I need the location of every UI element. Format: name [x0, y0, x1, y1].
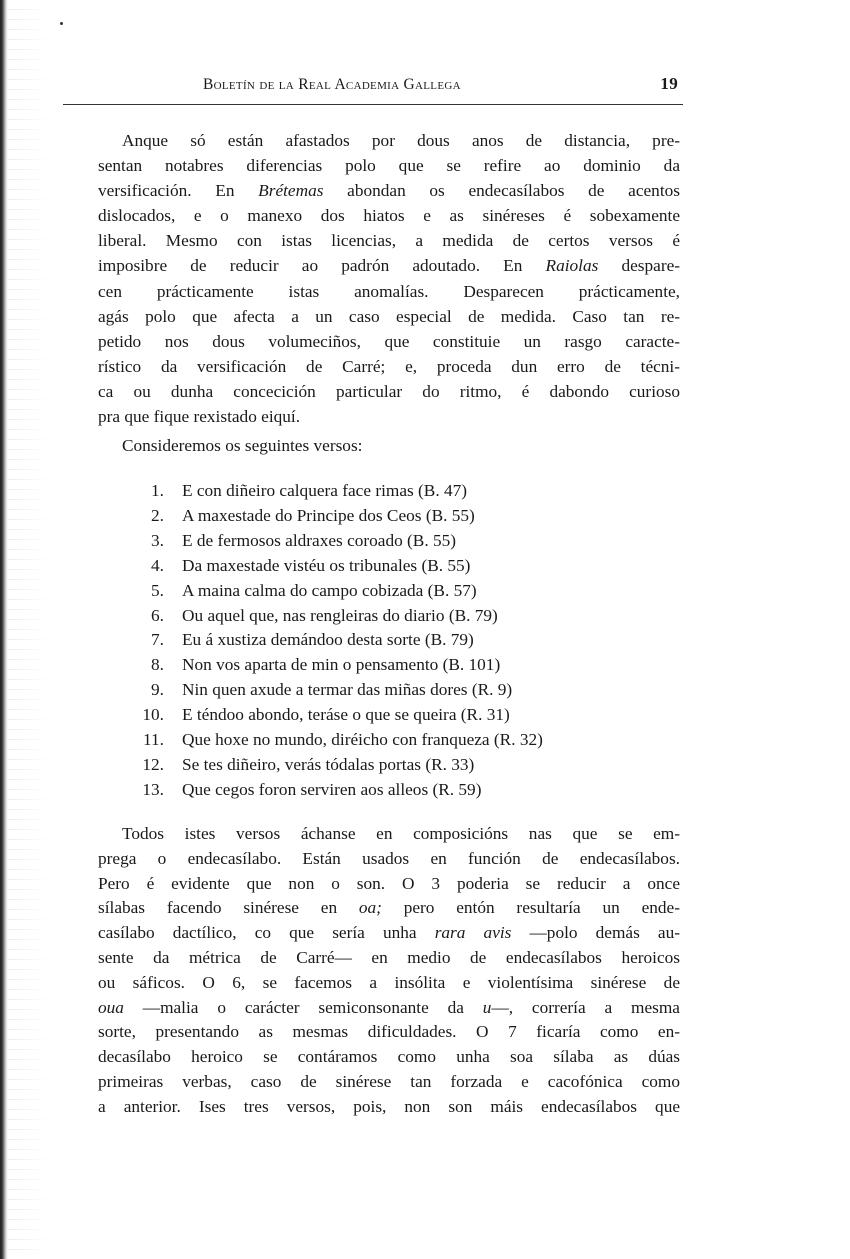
verse-list: [130, 479, 690, 803]
running-head: [98, 76, 680, 98]
verse-number: 2.: [151, 505, 164, 525]
scan-margin-artifact: [8, 0, 50, 1259]
verse-number: 5.: [151, 580, 164, 600]
verse-item: [130, 753, 690, 778]
text-line: sorte, presentando as mesmas dificuldades. O 7 ficaría como en-: [98, 1022, 680, 1042]
text-line: sílabas facendo sinérese en oa; pero entón resultaría un ende-: [98, 898, 680, 918]
verse-item: [130, 728, 690, 753]
verse-text: E con diñeiro calquera face rimas (B. 47): [182, 481, 468, 500]
italic-term: oa;: [358, 898, 382, 918]
text-line: a anterior. Ises tres versos, pois, non son máis endecasílabos que: [98, 1096, 680, 1116]
italic-term: rara avis: [434, 923, 512, 943]
verse-item: [130, 479, 690, 504]
verse-item: [130, 529, 690, 554]
verse-text: Ou aquel que, nas rengleiras do diario (B. 79): [182, 605, 498, 625]
verse-number: 10.: [142, 705, 164, 725]
work-title-raiolas: Raiolas: [545, 256, 599, 276]
verse-number: 1.: [151, 481, 164, 500]
verse-text: Que hoxe no mundo, diréicho con franqueza (R. 32): [182, 730, 543, 750]
text-line: sentan notabres diferencias polo que se refire ao dominio da: [98, 156, 680, 176]
verse-number: 8.: [151, 655, 164, 675]
header-rule: [63, 104, 683, 105]
text-line: prega o endecasílabo. Están usados en función de endecasílabos.: [98, 848, 680, 868]
verse-item: [130, 628, 690, 653]
italic-term: u: [482, 997, 492, 1017]
verse-item: [130, 579, 690, 604]
paragraph-1: [98, 128, 680, 458]
verse-text: Da maxestade vistéu os tribunales (B. 55): [182, 555, 471, 575]
text-line: rístico da versificación de Carré; e, proceda dun erro de técni-: [98, 356, 680, 376]
text-line: imposibre de reducir ao padrón adoutado. En Raiolas despare-: [98, 256, 680, 276]
italic-term: oua: [98, 997, 124, 1017]
text-line: pra que fique rexistado eiquí.: [98, 407, 301, 427]
verse-number: 6.: [151, 605, 164, 625]
verse-number: 9.: [151, 680, 164, 700]
verse-text: Se tes diñeiro, verás tódalas portas (R. 33): [182, 754, 475, 774]
intro-line: Consideremos os seguintes versos:: [122, 436, 363, 456]
verse-text: E téndoo abondo, teráse o que se queira (R. 31): [182, 705, 510, 725]
verse-text: E de fermosos aldraxes coroado (B. 55): [182, 530, 457, 550]
text-line: Pero é evidente que non o son. O 3 poderia se reducir a once: [98, 873, 680, 893]
text-line: dislocados, e o manexo dos hiatos e as sinéreses é sobexamente: [98, 206, 680, 226]
verse-number: 12.: [142, 754, 164, 774]
verse-item: [130, 653, 690, 678]
text-line: decasílabo heroico se contáramos como unha soa sílaba as dúas: [98, 1047, 680, 1067]
verse-text: Eu á xustiza demándoo desta sorte (B. 79): [182, 630, 474, 650]
running-title: Boletín de la Real Academia Gallega: [203, 76, 461, 93]
book-binding-edge: [0, 0, 8, 1259]
text-line: agás polo que afecta a un caso especial de medida. Caso tan re-: [98, 306, 680, 326]
verse-item: [130, 678, 690, 703]
text-line: oua —malia o carácter semiconsonante da u—, correría a mesma: [98, 997, 680, 1017]
verse-item: [130, 778, 690, 803]
text-line: versificación. En Brétemas abondan os endecasílabos de acentos: [98, 181, 680, 201]
verse-number: 13.: [142, 779, 164, 799]
paragraph-2: [98, 822, 680, 1120]
verse-text: Que cegos foron serviren aos alleos (R. 59): [182, 779, 482, 799]
scan-speck: [60, 22, 63, 25]
text-line: sente da métrica de Carré— en medio de endecasílabos heroicos: [98, 947, 680, 967]
verse-text: Nin quen axude a termar das miñas dores (R. 9): [182, 680, 513, 700]
verse-item: [130, 604, 690, 629]
verse-number: 11.: [143, 730, 164, 750]
text-line: ou sáficos. O 6, se facemos a insólita e violentísima sinérese de: [98, 972, 680, 992]
verse-text: Non vos aparta de min o pensamento (B. 101): [182, 655, 501, 675]
verse-number: 4.: [151, 555, 164, 575]
text-line: cen prácticamente istas anomalías. Desparecen prácticamente,: [98, 281, 680, 301]
verse-number: 7.: [151, 630, 164, 650]
verse-text: A maxestade do Principe dos Ceos (B. 55): [182, 505, 475, 525]
text-line: primeiras verbas, caso de sinérese tan forzada e cacofónica como: [98, 1071, 680, 1091]
verse-item: [130, 504, 690, 529]
text-line: casílabo dactílico, co que sería unha rara avis —polo demás au-: [98, 923, 680, 943]
verse-item: [130, 554, 690, 579]
verse-number: 3.: [151, 530, 164, 550]
verse-item: [130, 703, 690, 728]
text-line: Todos istes versos áchanse en composicións nas que se em-: [122, 824, 680, 843]
work-title-bretemas: Brétemas: [258, 181, 324, 201]
text-line: liberal. Mesmo con istas licencias, a medida de certos versos é: [98, 231, 680, 251]
text-line: petido nos dous volumeciños, que constituie un rasgo caracte-: [98, 331, 680, 351]
verse-text: A maina calma do campo cobizada (B. 57): [182, 580, 477, 600]
page-number: 19: [660, 74, 678, 93]
text-line: ca ou dunha concecición particular do ritmo, é dabondo curioso: [98, 381, 680, 401]
text-line: Anque só están afastados por dous anos de distancia, pre-: [122, 131, 680, 150]
